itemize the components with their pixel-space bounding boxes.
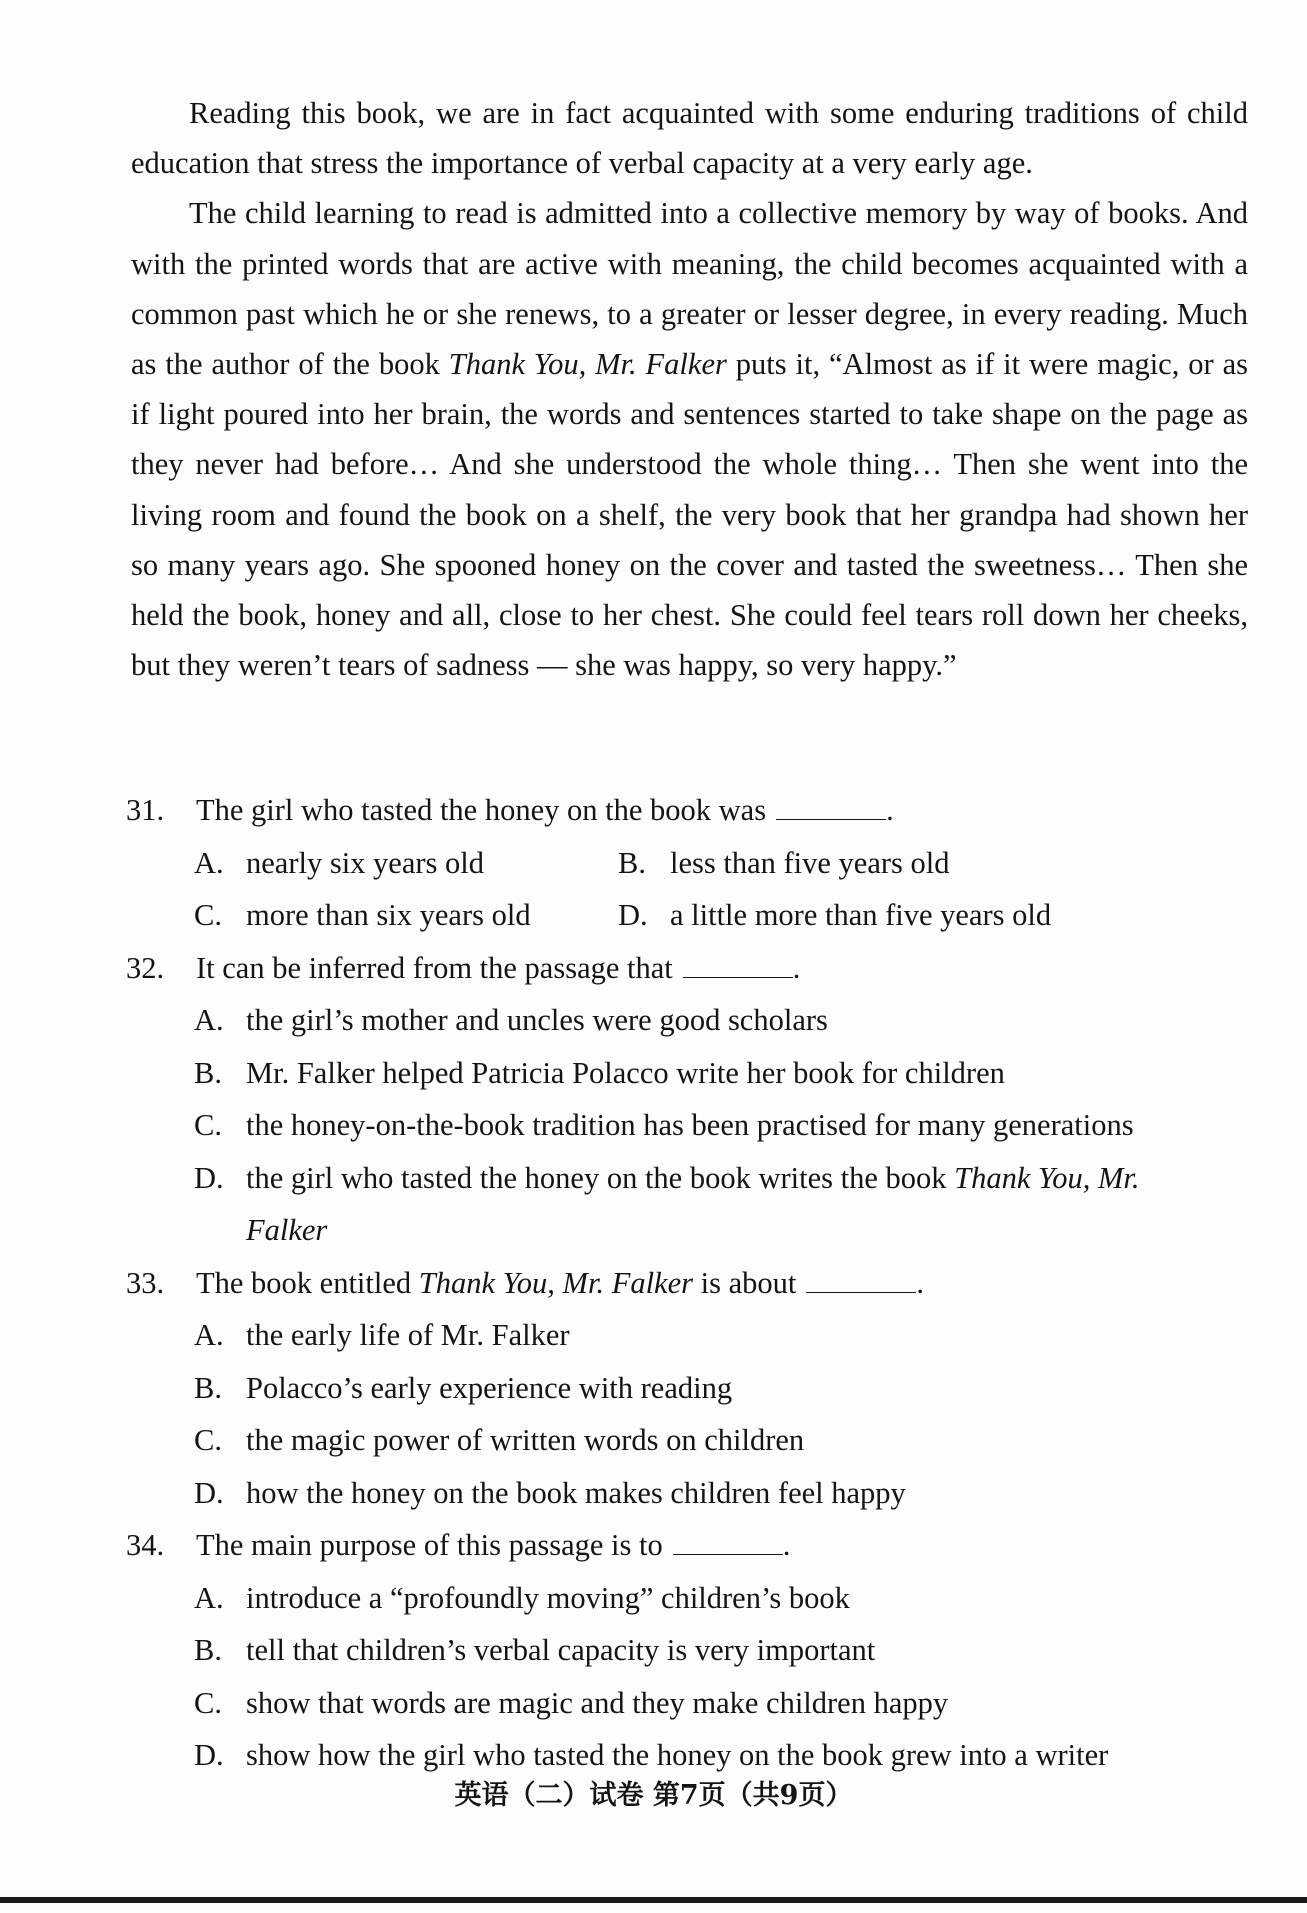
passage-text: The child learning to read is admitted into a collective memory by way of books. And with the printed words that are active with meaning, the child becomes acquainted with a common past which he or she renews, to a greater or lesser degree, in every reading. Much as the author of the book (131, 196, 1248, 382)
option-letter: D. (194, 1160, 224, 1195)
option-text: introduce a “profoundly moving” children’s book (246, 1580, 850, 1615)
page-footer: 英语（二）试卷 第7页（共9页） (454, 1780, 853, 1811)
question-text: The book entitled (196, 1265, 419, 1300)
option-letter: D. (618, 898, 648, 932)
book-title: Thank You, Mr. (954, 1160, 1140, 1195)
option-d (126, 1467, 1256, 1520)
passage-text: puts it, “Almost as if it were magic, or as if light poured into her brain, the words and sentences started to take shape on the page as they never had before… And she understood the whole thing… Then she went into the living room and found the book on a shelf, the very book that her grandpa had shown her so many years ago. She spooned honey on the cover and tasted the sweetness… Then she held the book, honey and all, close to her chest. She could feel tears roll down her cheeks, but they weren’t tears of sadness — she was happy, so very happy.” (131, 347, 1248, 683)
question-text: The girl who tasted the honey on the book was (196, 793, 767, 827)
option-text: nearly six years old (246, 845, 484, 880)
option-b (126, 1362, 1256, 1415)
question-32-stem: 32. It can be inferred from the passage that . (126, 942, 1256, 995)
option-letter: D. (194, 1475, 224, 1510)
question-text: is about (693, 1265, 797, 1300)
option-b (126, 1624, 1256, 1677)
option-text: the honey-on-the-book tradition has been practised for many generations (246, 1108, 1134, 1142)
option-text: the early life of Mr. Falker (246, 1318, 570, 1352)
option-text: show how the girl who tasted the honey on the book grew into a writer (246, 1738, 1109, 1772)
option-text: the girl who tasted the honey on the book writes the book (246, 1160, 955, 1195)
option-letter: A. (194, 1003, 224, 1037)
question-number: 32. (126, 950, 165, 985)
option-letter: C. (194, 898, 222, 932)
option-b (126, 1047, 1256, 1100)
option-c (126, 1677, 1256, 1730)
option-a (194, 837, 484, 890)
option-letter: C. (194, 1423, 222, 1457)
reading-passage (131, 88, 1248, 690)
option-d (618, 889, 1051, 942)
bottom-rule (0, 1897, 1307, 1903)
option-letter: C. (194, 1108, 222, 1142)
question-text: It can be inferred from the passage that (196, 950, 673, 985)
option-letter: A. (194, 1318, 224, 1352)
answer-blank (673, 1528, 783, 1555)
option-b (618, 837, 950, 890)
question-33-stem: 33. The book entitled Thank You, Mr. Falker is about . (126, 1257, 1256, 1310)
option-c (126, 1414, 1256, 1467)
option-d-continuation (126, 1204, 1256, 1257)
book-title: Falker (246, 1213, 328, 1247)
book-title: Thank You, Mr. Falker (418, 1265, 693, 1300)
answer-blank (683, 951, 793, 978)
question-31-options-row-1 (126, 837, 1256, 890)
option-text: a little more than five years old (670, 898, 1052, 932)
option-letter: B. (194, 1370, 222, 1405)
option-a (126, 994, 1256, 1047)
question-34-stem: 34. The main purpose of this passage is to . (126, 1519, 1256, 1572)
option-text: Mr. Falker helped Patricia Polacco write her book for children (246, 1055, 1005, 1090)
option-text: show that words are magic and they make children happy (246, 1685, 949, 1720)
option-text: less than five years old (670, 845, 950, 880)
option-letter: B. (194, 1633, 222, 1667)
question-number: 33. (126, 1265, 165, 1300)
passage-text: Reading this book, we are in fact acquainted with some enduring traditions of child education that stress the importance of verbal capacity at a very early age. (131, 96, 1248, 181)
option-letter: B. (194, 1055, 222, 1090)
answer-blank (776, 793, 886, 820)
question-text: The main purpose of this passage is to (196, 1528, 663, 1562)
option-a (126, 1309, 1256, 1362)
option-text: tell that children’s verbal capacity is very important (246, 1633, 876, 1667)
question-number: 34. (126, 1528, 165, 1562)
option-text: Polacco’s early experience with reading (246, 1370, 733, 1405)
option-letter: A. (194, 845, 224, 880)
book-title: Thank You, Mr. Falker (448, 347, 727, 382)
question-31-stem: 31. The girl who tasted the honey on the book was . (126, 784, 1256, 837)
passage-paragraph-1 (131, 88, 1248, 188)
option-text: the magic power of written words on children (246, 1423, 805, 1457)
option-letter: A. (194, 1580, 224, 1615)
option-text: how the honey on the book makes children feel happy (246, 1475, 906, 1510)
option-c (126, 1099, 1256, 1152)
option-c (194, 889, 531, 942)
option-text: the girl’s mother and uncles were good scholars (246, 1003, 828, 1037)
option-letter: D. (194, 1738, 224, 1772)
answer-blank (806, 1266, 916, 1293)
option-a (126, 1572, 1256, 1625)
question-31-options-row-2 (126, 889, 1256, 942)
passage-paragraph-2 (131, 188, 1248, 690)
question-number: 31. (126, 793, 165, 827)
option-letter: C. (194, 1685, 222, 1720)
question-list (126, 784, 1256, 1782)
option-letter: B. (618, 845, 646, 880)
option-d (126, 1152, 1256, 1205)
option-text: more than six years old (246, 898, 531, 932)
